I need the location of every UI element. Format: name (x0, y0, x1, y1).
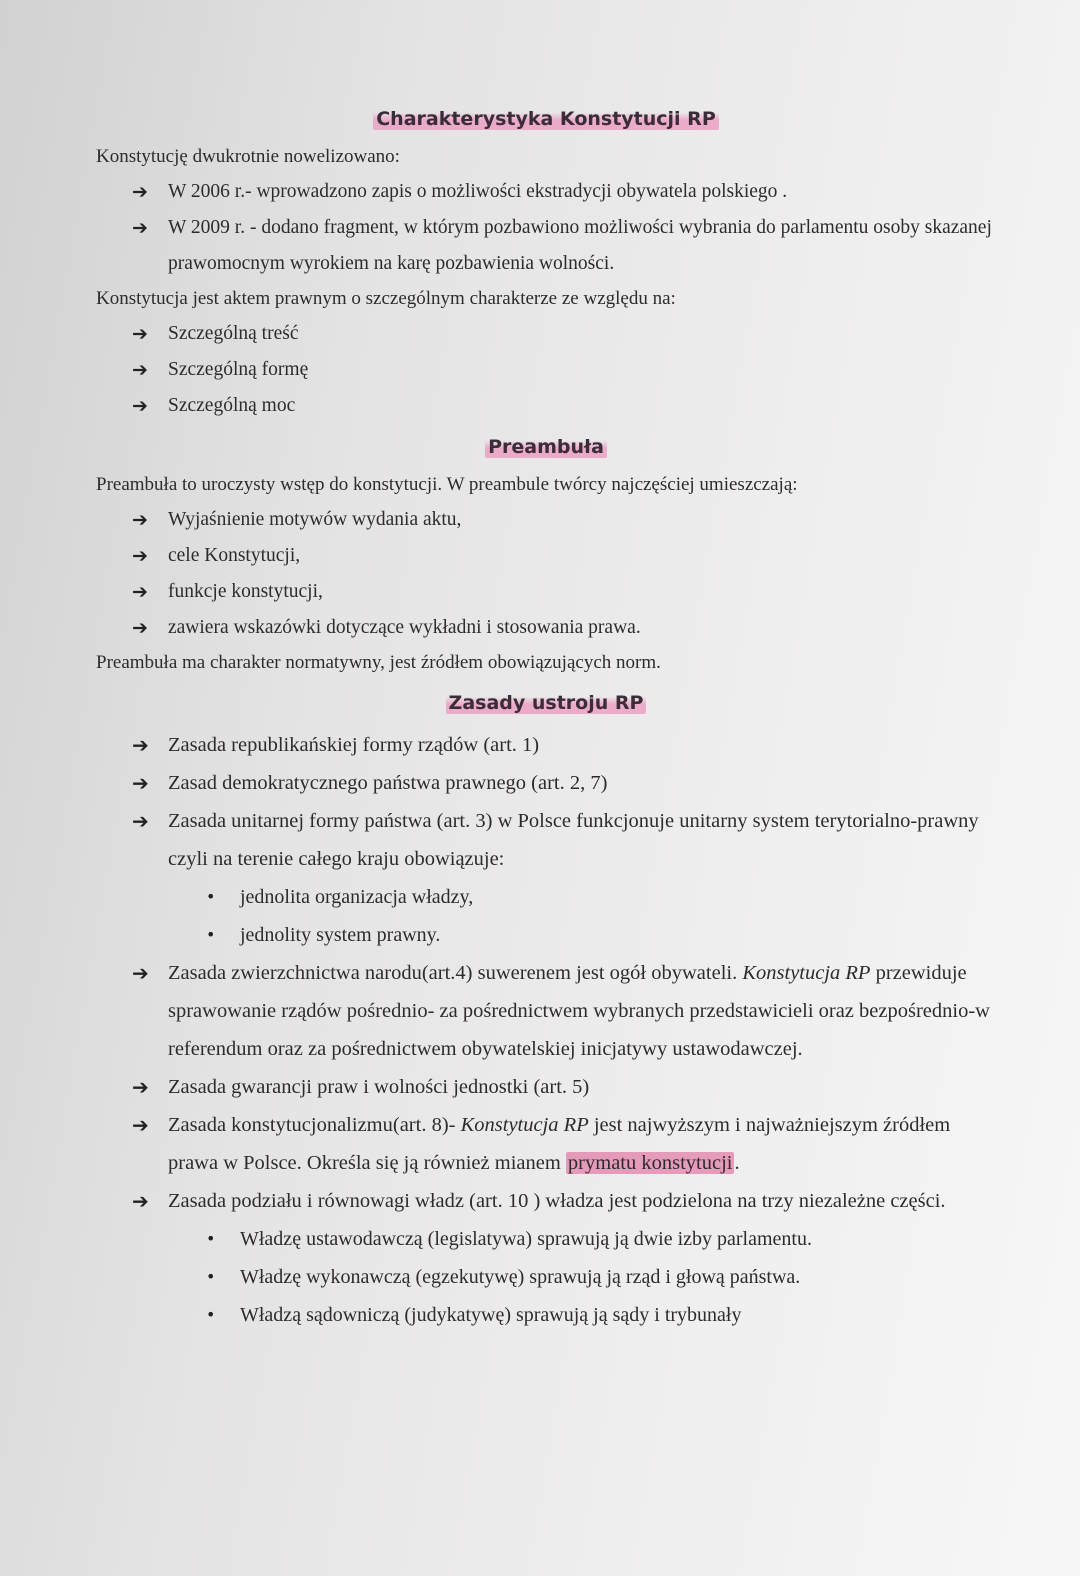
list-item (96, 574, 996, 610)
list-item-text: funkcje konstytucji, (168, 581, 323, 602)
bullet-icon: • (206, 1229, 216, 1248)
bullet-icon: • (206, 1267, 216, 1286)
section-title-characteristics (96, 106, 996, 132)
arrow-icon: ➔ (132, 1113, 149, 1137)
bullet-icon: • (206, 1305, 216, 1324)
list-item-text: Szczególną formę (168, 359, 309, 380)
character-list (96, 316, 996, 424)
arrow-icon: ➔ (132, 181, 148, 203)
unitary-bullets (96, 878, 996, 954)
list-item-text: Władzę wykonawczą (egzekutywę) sprawują ją rząd i głową państwa. (240, 1266, 801, 1288)
arrow-icon: ➔ (132, 771, 149, 795)
list-item (96, 916, 996, 954)
list-item (96, 1258, 996, 1296)
arrow-icon: ➔ (132, 809, 149, 833)
list-item-text: Władzą sądowniczą (judykatywę) sprawują ją sądy i trybunały (240, 1304, 742, 1326)
principles-list-continued (96, 954, 996, 1220)
list-item-text: Zasada unitarnej formy państwa (art. 3) w Polsce funkcjonuje unitarny system terytorialno-prawny czyli na terenie całego kraju obowiązuje: (168, 810, 979, 870)
list-item (96, 210, 996, 282)
arrow-icon: ➔ (132, 581, 148, 603)
list-item-text-c: . (734, 1152, 740, 1174)
bullet-icon: • (206, 887, 216, 906)
preamble-outro: Preambuła ma charakter normatywny, jest źródłem obowiązujących norm. (96, 652, 661, 673)
list-item (96, 878, 996, 916)
list-item-text-a: Zasada konstytucjonalizmu(art. 8)- (168, 1114, 461, 1136)
list-item-text: Zasada republikańskiej formy rządów (art. 1) (168, 734, 540, 756)
list-item-text: Zasada podziału i równowagi władz (art. 10 ) władza jest podzielona na trzy niezależne części. (168, 1190, 946, 1212)
list-item (96, 1182, 996, 1220)
arrow-icon: ➔ (132, 395, 148, 417)
list-item (96, 802, 996, 878)
list-item-text: Wyjaśnienie motywów wydania aktu, (168, 509, 462, 530)
arrow-icon: ➔ (132, 1189, 149, 1213)
arrow-icon: ➔ (132, 1075, 149, 1099)
list-item-text: jednolity system prawny. (240, 924, 441, 946)
list-item-text: Zasada gwarancji praw i wolności jednostki (art. 5) (168, 1076, 590, 1098)
list-item (96, 954, 996, 1068)
list-item (96, 538, 996, 574)
list-item-text-b: jest najwyższym i najważniejszym źródłem prawa w Polsce. Określa się ją również mianem (168, 1114, 951, 1174)
list-item-text: jednolita organizacja władzy, (240, 886, 474, 908)
preamble-intro: Preambuła to uroczysty wstęp do konstytucji. W preambule twórcy najczęściej umieszczają: (96, 474, 798, 495)
highlighted-term: prymatu konstytucji (567, 1152, 733, 1174)
section-title-text: Charakterystyka Konstytucji RP (373, 108, 719, 130)
list-item-text-a: Zasada zwierzchnictwa narodu(art.4) suwerenem jest ogół obywateli. (168, 962, 743, 984)
list-item (96, 1296, 996, 1334)
list-item (96, 610, 996, 646)
arrow-icon: ➔ (132, 323, 148, 345)
list-item (96, 388, 996, 424)
list-item-text: W 2006 r.- wprowadzono zapis o możliwości ekstradycji obywatela polskiego . (168, 181, 788, 202)
document-content (96, 96, 996, 1334)
list-item-text: zawiera wskazówki dotyczące wykładni i stosowania prawa. (168, 617, 641, 638)
bullet-icon: • (206, 925, 216, 944)
principles-list (96, 726, 996, 878)
list-item-text: cele Konstytucji, (168, 545, 301, 566)
list-item-text: Szczególną treść (168, 323, 299, 344)
section-title-preamble (96, 434, 996, 460)
list-item (96, 174, 996, 210)
arrow-icon: ➔ (132, 359, 148, 381)
list-item-emphasis: Konstytucja RP (742, 962, 871, 984)
list-item-text: Władzę ustawodawczą (legislatywa) sprawują ją dwie izby parlamentu. (240, 1228, 812, 1250)
list-item-text-b: przewiduje sprawowanie rządów pośrednio- za pośrednictwem wybranych przedstawicieli oraz bezpośrednio-w referendum oraz za pośrednictwem obywatelskiej inicjatywy ustawodawczej. (168, 962, 990, 1060)
list-item-text: Szczególną moc (168, 395, 296, 416)
section-title-text: Preambuła (485, 436, 607, 458)
amendments-intro: Konstytucję dwukrotnie nowelizowano: (96, 146, 400, 167)
character-intro: Konstytucja jest aktem prawnym o szczególnym charakterze ze względu na: (96, 288, 676, 309)
list-item (96, 726, 996, 764)
arrow-icon: ➔ (132, 961, 149, 985)
list-item-text: Zasad demokratycznego państwa prawnego (art. 2, 7) (168, 772, 608, 794)
arrow-icon: ➔ (132, 733, 149, 757)
list-item (96, 316, 996, 352)
section-title-text: Zasady ustroju RP (446, 692, 647, 714)
section-title-principles (96, 690, 996, 716)
list-item (96, 1106, 996, 1182)
list-item (96, 1220, 996, 1258)
list-item (96, 502, 996, 538)
arrow-icon: ➔ (132, 617, 148, 639)
powers-bullets (96, 1220, 996, 1334)
list-item-emphasis: Konstytucja RP (460, 1114, 589, 1136)
arrow-icon: ➔ (132, 217, 148, 239)
arrow-icon: ➔ (132, 545, 148, 567)
list-item (96, 764, 996, 802)
list-item (96, 1068, 996, 1106)
arrow-icon: ➔ (132, 509, 148, 531)
list-item (96, 352, 996, 388)
amendments-list (96, 174, 996, 282)
preamble-list (96, 502, 996, 646)
list-item-text: W 2009 r. - dodano fragment, w którym pozbawiono możliwości wybrania do parlamentu osoby skazanej prawomocnym wyrokiem na karę pozbawienia wolności. (168, 217, 992, 274)
